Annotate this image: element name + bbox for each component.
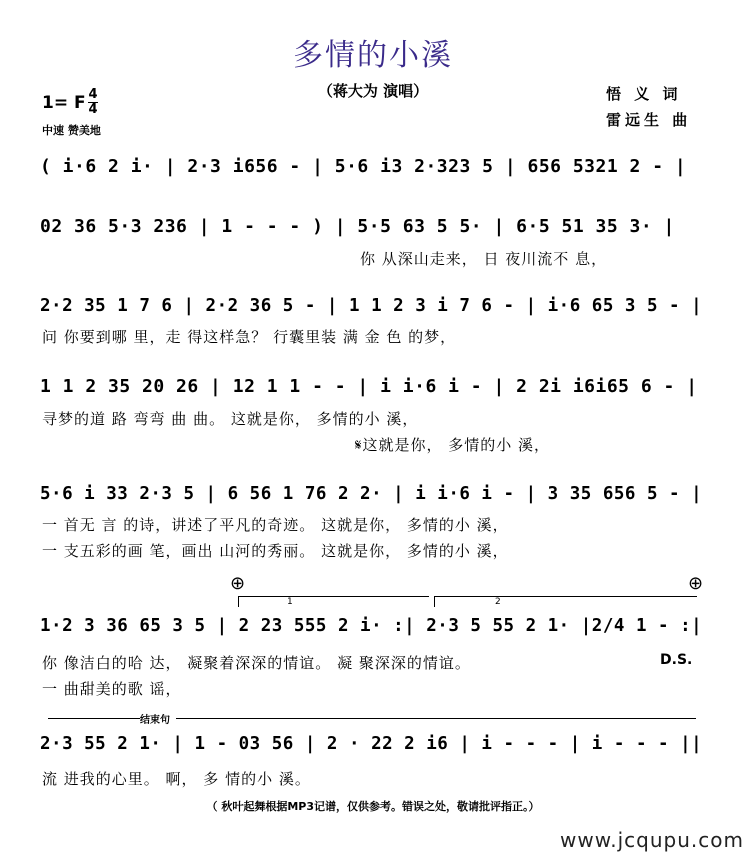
- lyrics-line-6-verse-2: 一 曲甜美的歌 谣，: [42, 680, 182, 698]
- score-line-7: [40, 730, 704, 766]
- composer-credit: 雷远生 曲: [606, 111, 692, 129]
- lyrics-line-4-second: 𝄋这就是你， 多情的小 溪，: [355, 436, 550, 454]
- lyrics-line-3: 问 你要到哪 里，走 得这样急？ 行囊里装 满 金 色 的梦，: [42, 328, 457, 346]
- key-signature: 1= F: [42, 93, 86, 113]
- ending-label: 结束句: [140, 715, 170, 726]
- lyrics-line-5-verse-2: 一 支五彩的画 笔，画出 山河的秀丽。 这就是你， 多情的小 溪，: [42, 542, 509, 560]
- time-signature: [88, 88, 98, 117]
- notes-line-6: 1·2 3 36 65 3 5 | 2 23 555 2 i· :| 2·3 5 55 2 1· |2/4 1 - :|: [40, 616, 703, 636]
- volta-1: 1: [238, 596, 429, 607]
- lyrics-line-6-verse-1: 你 像洁白的哈 达， 凝聚着深深的情谊。 凝 聚深深的情谊。: [42, 654, 471, 672]
- ending-line-left: [48, 718, 140, 719]
- lyrics-line-2: 你 从深山走来， 日 夜川流不 息，: [360, 250, 608, 268]
- lyrics-line-5-verse-1: 一 首无 言 的诗，讲述了平凡的奇迹。 这就是你， 多情的小 溪，: [42, 516, 509, 534]
- notes-line-5: 5·6 i 33 2·3 5 | 6 56 1 76 2 2· | i i·6 i - | 3 35 656 5 - |: [40, 484, 703, 504]
- song-title: 多情的小溪: [293, 38, 453, 73]
- score-line-6: [40, 612, 704, 648]
- score-line-4: [40, 372, 704, 408]
- coda-sign-left: ⊕: [230, 573, 246, 594]
- ending-line-right: [176, 718, 696, 719]
- score-line-5: [40, 480, 704, 516]
- tempo-marking: 中速 赞美地: [42, 124, 101, 137]
- meter-top: 4: [88, 87, 98, 102]
- notes-line-2: 02 36 5·3 236 | 1 - - - ) | 5·5 63 5 5· | 6·5 51 35 3· |: [40, 216, 675, 237]
- lyricist-credit: 悟 义 词: [606, 85, 682, 103]
- transcription-note: （ 秋叶起舞根据MP3记谱，仅供参考。错误之处，敬请批评指正。）: [206, 800, 540, 813]
- meter-bottom: 4: [88, 102, 98, 117]
- notes-line-7: 2·3 55 2 1· | 1 - 03 56 | 2 · 22 2 i6 | i - - - | i - - - ||: [40, 734, 703, 754]
- coda-sign-right: ⊕: [688, 573, 704, 594]
- score-line-1: [40, 152, 704, 188]
- singer-credit: （蒋大为 演唱）: [317, 82, 429, 100]
- score-line-3: [40, 292, 704, 328]
- score-line-2: [40, 212, 704, 248]
- lyrics-line-4: 寻梦的道 路 弯弯 曲 曲。 这就是你， 多情的小 溪，: [42, 410, 419, 428]
- notes-line-3: 2·2 35 1 7 6 | 2·2 36 5 - | 1 1 2 3 i 7 6 - | i·6 65 3 5 - |: [40, 296, 703, 316]
- volta-2: 2: [434, 596, 697, 607]
- dal-segno: D.S.: [660, 652, 693, 668]
- notes-line-4: 1 1 2 35 20 26 | 12 1 1 - - | i i·6 i - | 2 2i i6i65 6 - |: [40, 376, 698, 397]
- site-watermark[interactable]: www.jcqupu.com: [560, 828, 744, 852]
- notes-line-1: ( i·6 2 i· | 2·3 i656 - | 5·6 i3 2·323 5 | 656 5321 2 - |: [40, 156, 687, 177]
- lyrics-line-7: 流 进我的心里。 啊， 多 情的小 溪。: [42, 770, 311, 788]
